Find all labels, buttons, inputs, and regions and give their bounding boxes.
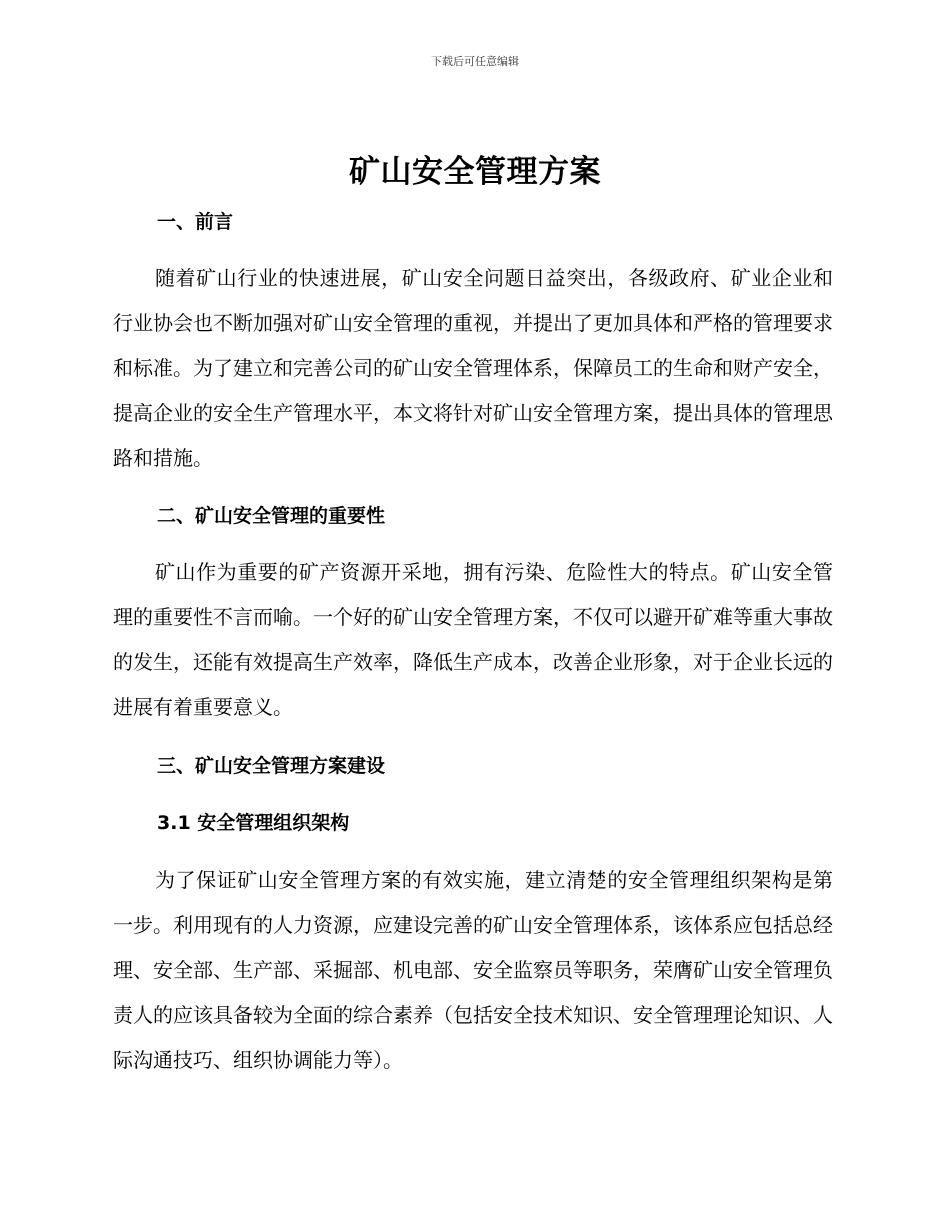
section-heading-preface: 一、前言: [157, 211, 234, 233]
section-paragraph-preface: 随着矿山行业的快速进展，矿山安全问题日益突出，各级政府、矿业企业和行业协会也不断加强对矿山安全管理的重视，并提出了更加具体和严格的管理要求和标准。为了建立和完善公司的矿山安全管理体系，保障员工的生命和财产安全，提高企业的安全生产管理水平，本文将针对矿山安全管理方案，提出具体的管理思路和措施。: [113, 266, 833, 470]
document-title: 矿山安全管理方案: [349, 154, 601, 190]
page-header-text: 下载后可任意编辑: [431, 55, 519, 68]
subsection-heading-org-structure: 3.1 安全管理组织架构: [157, 812, 350, 834]
section-heading-importance: 二、矿山安全管理的重要性: [157, 505, 386, 527]
section-paragraph-importance: 矿山作为重要的矿产资源开采地，拥有污染、危险性大的特点。矿山安全管理的重要性不言而喻。一个好的矿山安全管理方案，不仅可以避开矿难等重大事故的发生，还能有效提高生产效率，降低生产成本，改善企业形象，对于企业长远的进展有着重要意义。: [113, 560, 833, 719]
subsection-paragraph-org-structure: 为了保证矿山安全管理方案的有效实施，建立清楚的安全管理组织架构是第一步。利用现有的人力资源，应建设完善的矿山安全管理体系，该体系应包括总经理、安全部、生产部、采掘部、机电部、安全监察员等职务，荣膺矿山安全管理负责人的应该具备较为全面的综合素养（包括安全技术知识、安全管理理论知识、人际沟通技巧、组织协调能力等）。: [113, 868, 833, 1072]
section-heading-construction: 三、矿山安全管理方案建设: [157, 755, 386, 777]
